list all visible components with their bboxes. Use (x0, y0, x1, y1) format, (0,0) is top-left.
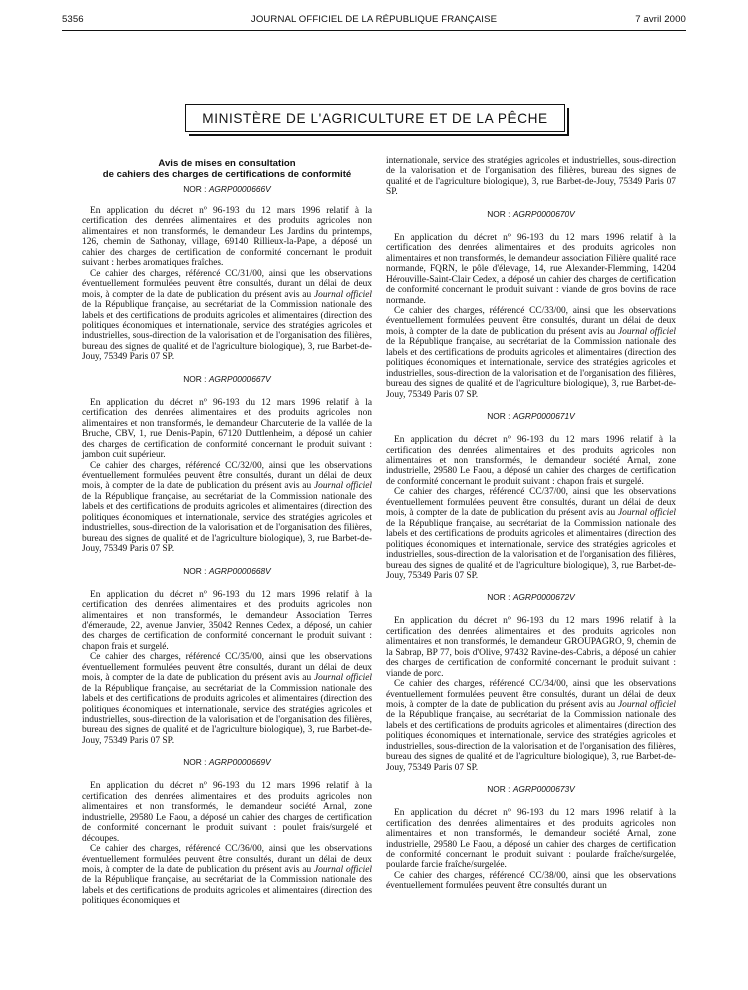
application-paragraph: En application du décret nº 96-193 du 12 mars 1996 relatif à la certification des denrées alimentaires et des produits agricoles non alimentaires et non transformés, le demandeur Charcuterie de la vallée de la Bruche, CBV, 1, rue Denis-Papin, 67120 Duttlenheim, a déposé un cahier des charges de certification de conformité concernant le produit suivant : jambon cuit supérieur. (82, 397, 372, 461)
notice (386, 592, 676, 773)
avis-title (82, 158, 372, 180)
continuation-paragraph: internationale, service des stratégies agricoles et industrielles, sous-direction de la valorisation et de l'organisation des filières, bureau des signes de qualité et de l'agriculture biologique), 3, rue Barbet-de-Jouy, 75349 Paris 07 SP. (386, 156, 676, 198)
nor-reference (82, 184, 372, 194)
consultation-paragraph (82, 844, 372, 907)
consultation-paragraph (386, 679, 676, 773)
nor-label: NOR : (487, 784, 511, 795)
running-header (62, 14, 686, 28)
notice (82, 184, 372, 363)
consult-text-a: Ce cahier des charges, référencé (394, 679, 530, 690)
consult-text-a: Ce cahier des charges, référencé (394, 487, 530, 498)
notice (82, 757, 372, 906)
consult-text-c: de la République française, au secrétariat de la Commission nationale des labels et des certifications de produits agricoles et alimentaires (direction des politiques économiques et internationale, service des stratégies agricoles et industrielles, sous-direction de la valorisation et de l'organisation des filières, bureau des signes de qualité et de l'agriculture biologique), 3, rue Barbet-de-Jouy, 75349 Paris 07 SP. (386, 337, 676, 400)
nor-code: AGRP0000672V (512, 592, 575, 603)
issue-date: 7 avril 2000 (635, 14, 686, 25)
reference-code: CC/36/00 (225, 844, 262, 855)
nor-reference (386, 411, 676, 421)
nor-label: NOR : (487, 592, 511, 603)
consultation-paragraph (82, 652, 372, 746)
right-column (386, 156, 676, 892)
reference-code: CC/33/00 (529, 305, 566, 316)
nor-reference (386, 209, 676, 219)
reference-code: CC/31/00 (225, 268, 262, 279)
consult-text-c: de la République française, au secrétariat de la Commission nationale des labels et des certifications de produits agricoles et alimentaires (direction des politiques économiques et internationale, service des stratégies agricoles et industrielles, sous-direction de la valorisation et de l'organisation des filières, bureau des signes de qualité et de l'agriculture biologique), 3, rue Barbet-de-Jouy, 75349 Paris 07 SP. (82, 491, 372, 555)
reference-code: CC/32/00 (225, 460, 262, 471)
consult-text-a: Ce cahier des charges, référencé (90, 844, 226, 855)
nor-label: NOR : (487, 411, 511, 422)
nor-code: AGRP0000668V (208, 565, 271, 576)
notice (82, 374, 372, 555)
consult-text-c: de la République française, au secrétariat de la Commission nationale des labels et des certifications de produits agricoles et alimentaires (direction des politiques économiques et internationale, service des stratégies agricoles et industrielles, sous-direction de la valorisation et de l'organisation des filières, bureau des signes de qualité et de l'agriculture biologique), 3, rue Barbet-de-Jouy, 75349 Paris 07 SP. (82, 300, 372, 363)
consult-text-b: , ainsi que les observations éventuellement formulées peuvent être consultés, durant un délai de deux mois, à compter de la date de publication du présent avis au (82, 268, 372, 300)
consult-text-a: Ce cahier des charges, référencé (90, 652, 226, 663)
consult-text-c: de la République française, au secrétariat de la Commission nationale des labels et des certifications de produits agricoles et alimentaires (direction des politiques économiques et internationale, service des stratégies agricoles et industrielles, sous-direction de la valorisation et de l'organisation des filières, bureau des signes de qualité et de l'agriculture biologique), 3, rue Barbet-de-Jouy, 75349 Paris 07 SP. (386, 518, 676, 581)
nor-reference (386, 784, 676, 794)
consultation-paragraph (386, 306, 676, 400)
consult-text-a: Ce cahier des charges, référencé (90, 268, 226, 279)
left-column (82, 158, 372, 907)
consult-text-a: Ce cahier des charges, référencé (394, 305, 530, 316)
application-paragraph: En application du décret nº 96-193 du 12 mars 1996 relatif à la certification des denrées alimentaires et des produits agricoles non alimentaires et non transformés, le demandeur GROUPAGRO, 9, chemin de la Sabrap, BP 77, bois d'Olive, 97432 Ravine-des-Cabris, a déposé un cahier des charges de certification de conformité concernant le produit suivant : viande de porc. (386, 616, 676, 679)
page-number: 5356 (62, 14, 84, 25)
notice (386, 784, 676, 892)
consult-text-c: de la République française, au secrétariat de la Commission nationale des labels et des certifications de produits agricoles et alimentaires (direction des politiques économiques et internationale, service des stratégies agricoles et industrielles, sous-direction de la valorisation et de l'organisation des filières, bureau des signes de qualité et de l'agriculture biologique), 3, rue Barbet-de-Jouy, 75349 Paris 07 SP. (386, 710, 676, 773)
consult-text-b: , ainsi que les observations éventuellement formulées peuvent être consultés, durant un délai de deux mois, à compter de la date de publication du présent avis au (82, 652, 372, 684)
consult-text-a: Ce cahier des charges, référencé (394, 870, 530, 881)
consult-text-b: , ainsi que les observations éventuellement formulées peuvent être consultés, durant un délai de deux mois, à compter de la date de publication du présent avis au (386, 305, 676, 337)
consult-text-b: , ainsi que les observations éventuellement formulées peuvent être consultés, durant un délai de deux mois, à compter de la date de publication du présent avis au (82, 844, 372, 876)
nor-code: AGRP0000667V (208, 373, 271, 384)
consult-text-a: Ce cahier des charges, référencé (90, 460, 226, 471)
consult-text-b: , ainsi que les observations éventuellement formulées peuvent être consultés, durant un délai de deux mois, à compter de la date de publication du présent avis au (82, 460, 372, 492)
notice (82, 566, 372, 747)
nor-code: AGRP0000666V (208, 184, 271, 194)
notice (386, 411, 676, 581)
header-rule (62, 30, 686, 31)
application-paragraph: En application du décret nº 96-193 du 12 mars 1996 relatif à la certification des denrées alimentaires et des produits agricoles non alimentaires et non transformés, le demandeur société Arnal, zone industrielle, 29580 Le Faou, a déposé un cahier des charges de certification de conformité concernant le produit suivant : poulet frais/surgelé et découpes. (82, 781, 372, 844)
consult-text-b: , ainsi que les observations éventuellement formulées peuvent être consultés, durant un délai de deux mois, à compter de la date de publication du présent avis au (386, 679, 676, 711)
nor-reference (82, 374, 372, 384)
journal-officiel-italic: Journal officiel (617, 700, 677, 711)
journal-officiel-italic: Journal officiel (313, 481, 373, 492)
application-paragraph: En application du décret nº 96-193 du 12 mars 1996 relatif à la certification des denrées alimentaires et des produits agricoles non alimentaires et non transformés, le demandeur société Arnal, zone industrielle, 29580 Le Faou, a déposé un cahier des charges de certification de conformité concernant le produit suivant : chapon frais et surgelé. (386, 435, 676, 487)
consultation-paragraph (82, 461, 372, 555)
consult-text-c: de la République française, au secrétariat de la Commission nationale des labels et des certifications de produits agricoles et alimentaires (direction des politiques économiques et internationale, service des stratégies agricoles et industrielles, sous-direction de la valorisation et de l'organisation des filières, bureau des signes de qualité et de l'agriculture biologique), 3, rue Barbet-de-Jouy, 75349 Paris 07 SP. (82, 683, 372, 746)
avis-title-line1: Avis de mises en consultation (158, 158, 296, 169)
reference-code: CC/35/00 (225, 652, 262, 663)
application-paragraph: En application du décret nº 96-193 du 12 mars 1996 relatif à la certification des denrées alimentaires et des produits agricoles non alimentaires et non transformés, le demandeur Association Terres d'émeraude, 22, avenue Janvier, 35042 Rennes Cedex, a déposé, un cahier des charges de certification de conformité concernant le produit suivant : chapon frais et surgelé. (82, 589, 372, 652)
reference-code: CC/37/00 (529, 487, 566, 498)
nor-code: AGRP0000673V (512, 784, 575, 795)
application-paragraph: En application du décret nº 96-193 du 12 mars 1996 relatif à la certification des denrées alimentaires et des produits agricoles non alimentaires et non transformés, le demandeur Les Jardins du printemps, 126, chemin de Sathonay, village, 69140 Rillieux-la-Pape, a déposé un cahier des charges de certification de conformité concernant le produit suivant : herbes aromatiques fraîches. (82, 206, 372, 269)
nor-label: NOR : (183, 757, 207, 768)
nor-label: NOR : (487, 208, 511, 219)
reference-code: CC/38/00 (529, 870, 566, 881)
nor-code: AGRP0000670V (512, 208, 575, 219)
consultation-paragraph (82, 269, 372, 363)
nor-label: NOR : (183, 373, 207, 384)
avis-title-line2: de cahiers des charges de certifications de conformité (102, 169, 352, 180)
nor-code: AGRP0000669V (208, 757, 271, 768)
ministry-heading (185, 104, 565, 132)
ministry-title: MINISTÈRE DE L'AGRICULTURE ET DE LA PÊCHE (202, 110, 548, 126)
journal-officiel-italic: Journal officiel (313, 865, 373, 876)
consultation-paragraph (386, 487, 676, 581)
journal-officiel-italic: Journal officiel (313, 673, 373, 684)
nor-reference (386, 592, 676, 602)
nor-reference (82, 566, 372, 576)
nor-label: NOR : (183, 184, 207, 194)
consult-text-tail: de la République française, au secrétariat de la Commission nationale des labels et des certifications de produits agricoles et alimentaires (direction des politiques économiques et (82, 875, 372, 907)
consultation-paragraph (386, 871, 676, 892)
application-paragraph: En application du décret nº 96-193 du 12 mars 1996 relatif à la certification des denrées alimentaires et des produits agricoles non alimentaires et non transformés, le demandeur association Filière qualité race normande, FQRN, le pôle d'élevage, 14, rue Alexander-Flemming, 14204 Hérouville-Saint-Clair Cedex, a déposé un cahier des charges de certification de conformité concernant le produit suivant : viande de gros bovins de race normande. (386, 232, 676, 306)
reference-code: CC/34/00 (529, 679, 566, 690)
consult-text-tail: , ainsi que les observations éventuellement formulées peuvent être consultés durant un (386, 870, 676, 892)
journal-officiel-italic: Journal officiel (617, 508, 677, 519)
nor-reference (82, 757, 372, 767)
application-paragraph: En application du décret nº 96-193 du 12 mars 1996 relatif à la certification des denrées alimentaires et des produits agricoles non alimentaires et non transformés, le demandeur société Arnal, zone industrielle, 29580 Le Faou, a déposé un cahier des charges de certification de conformité concernant le produit suivant : poularde fraîche/surgelée, poularde farcie fraîche/surgelée. (386, 808, 676, 871)
journal-officiel-italic: Journal officiel (313, 289, 373, 300)
nor-code: AGRP0000671V (512, 411, 575, 422)
journal-officiel-italic: Journal officiel (617, 326, 677, 337)
consult-text-b: , ainsi que les observations éventuellement formulées peuvent être consultés, durant un délai de deux mois, à compter de la date de publication du présent avis au (386, 487, 676, 519)
nor-label: NOR : (183, 565, 207, 576)
notice (386, 209, 676, 400)
journal-title: JOURNAL OFFICIEL DE LA RÉPUBLIQUE FRANÇAISE (250, 14, 498, 25)
